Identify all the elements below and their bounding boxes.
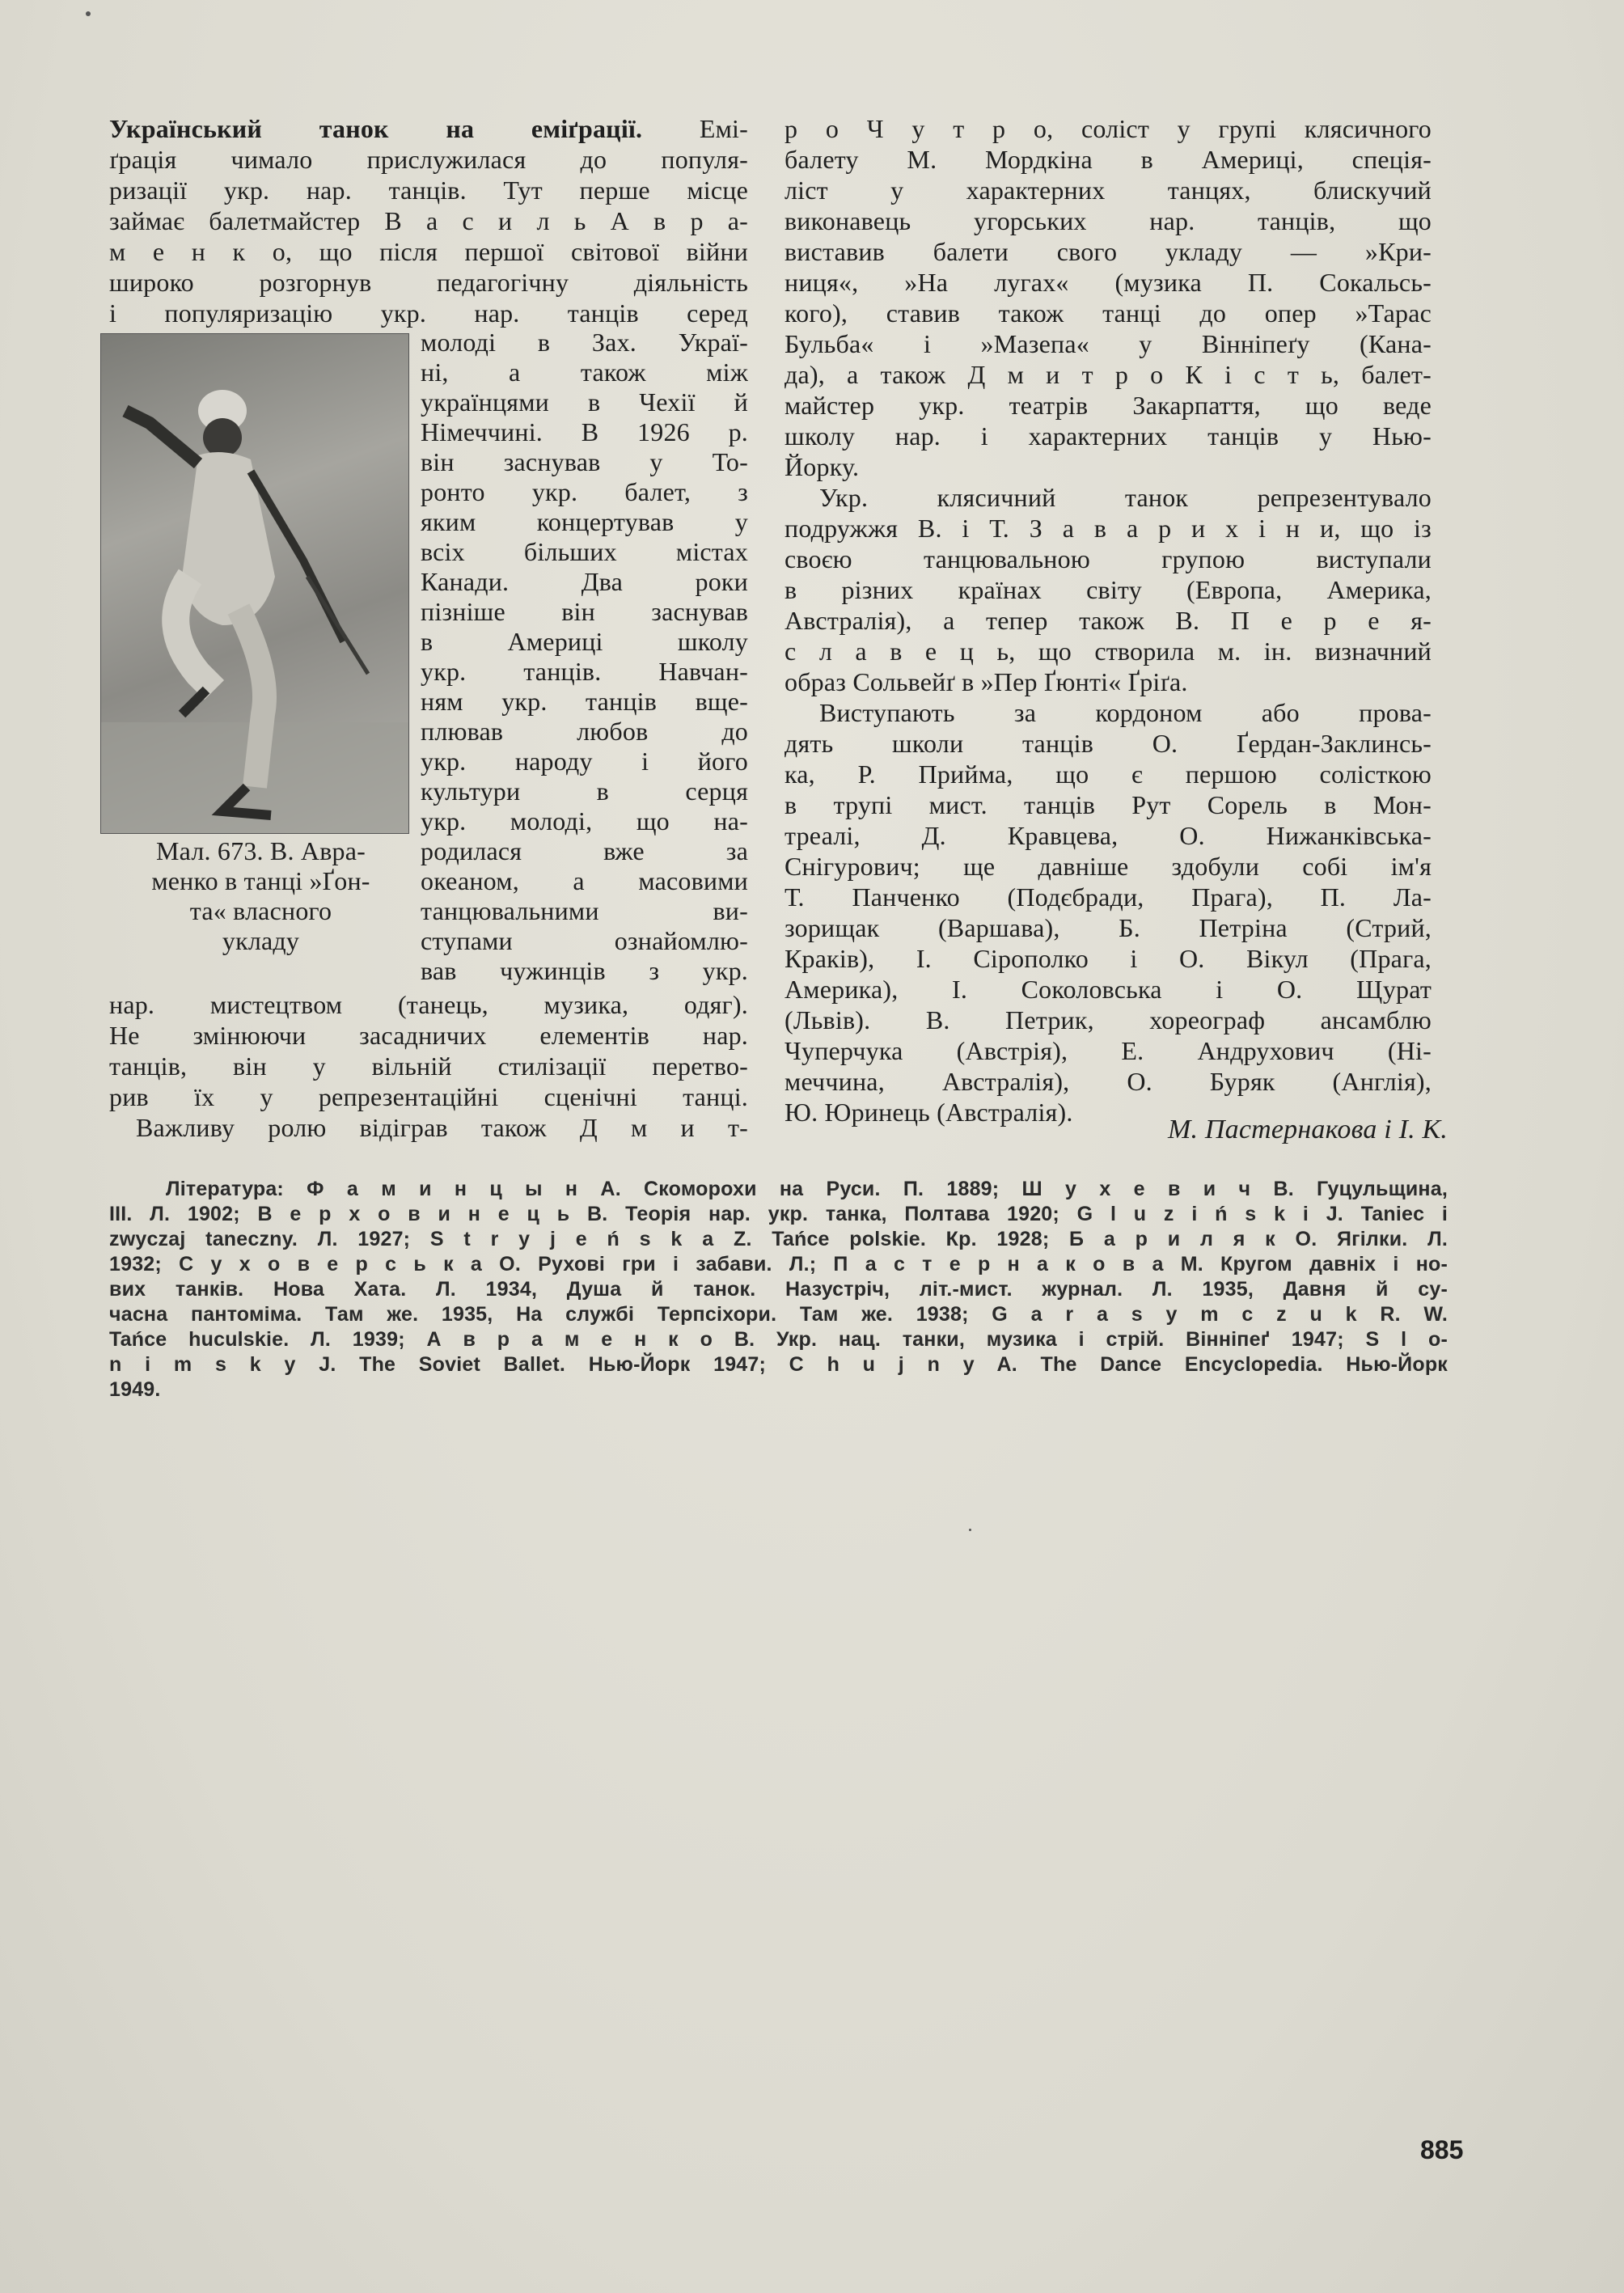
caption-line: укладу xyxy=(222,926,300,955)
text-line: укр. танців. Навчан- xyxy=(421,657,748,686)
heading-tail: Емі- xyxy=(642,114,748,143)
text-line: танців, він у вільній стилізації перетво- xyxy=(109,1051,748,1081)
text-line: своєю танцювальною групою виступали xyxy=(785,544,1432,573)
text-line: кого), ставив також танці до опер »Тарас xyxy=(785,298,1432,328)
text-line: ниця«, »На лугах« (музика П. Сокальсь- xyxy=(785,268,1432,297)
text-line: подружжя В. і Т. З а в а р и х і н и, що із xyxy=(785,514,1432,543)
text-line: Укр. клясичний танок репрезентувало xyxy=(819,483,1432,512)
text-line: Америка), І. Соколовська і О. Щурат xyxy=(785,975,1432,1004)
dancer-figure-image xyxy=(101,334,408,833)
literature-line: Tańce huculskie. Л. 1939; А в р а м е н к о В. Укр. нац. танки, музика і стрій. Вінніпеґ 1947; S l o- xyxy=(109,1328,1448,1351)
text-line: ґрація чимало прислужилася до популя- xyxy=(109,145,748,174)
text-line: в Америці школу xyxy=(421,627,748,656)
text-line: і популяризацію укр. нар. танців серед xyxy=(109,298,748,328)
text-line: Канади. Два роки xyxy=(421,567,748,596)
caption-line: та« власного xyxy=(189,896,332,925)
text-line: Австралія), а тепер також В. П е р е я- xyxy=(785,606,1432,635)
text-line: (Львів). В. Петрик, хореограф ансамблю xyxy=(785,1005,1432,1034)
text-line: Бульба« і »Мазепа« у Вінніпеґу (Кана- xyxy=(785,329,1432,358)
text-line: балету М. Мордкіна в Америці, спеція- xyxy=(785,145,1432,174)
literature-line: n i m s k y J. The Soviet Ballet. Нью-Йорк 1947; C h u j n y A. The Dance Encyclopedia. Нью-Йорк xyxy=(109,1353,1448,1376)
literature-line: Література: Ф а м и н ц ы н А. Скоморохи на Руси. П. 1889; Ш у х е в и ч В. Гуцульщина, xyxy=(166,1178,1448,1200)
text-line: в різних країнах світу (Европа, Америка, xyxy=(785,575,1432,604)
text-line: р о Ч у т р о, соліст у групі клясичного xyxy=(785,114,1432,143)
author-signature: М. Пастернакова і І. К. xyxy=(1167,1115,1448,1144)
text-line: яким концертував у xyxy=(421,507,748,536)
text-line: зорищак (Варшава), Б. Петріна (Стрий, xyxy=(785,913,1432,942)
text-line: виконавець угорських нар. танців, що xyxy=(785,206,1432,235)
text-line: треалі, Д. Кравцева, О. Нижанківська- xyxy=(785,821,1432,850)
text-line: пізніше він заснував xyxy=(421,597,748,626)
text-line: образ Сольвейґ в »Пер Ґюнті« Ґріґа. xyxy=(785,667,1188,696)
caption-line: менко в танці »Ґон- xyxy=(151,866,370,895)
text-line: океаном, а масовими xyxy=(421,866,748,895)
text-line: Німеччині. В 1926 р. xyxy=(421,417,748,446)
text-line: майстер укр. театрів Закарпаття, що веде xyxy=(785,391,1432,420)
text-line: ризації укр. нар. танців. Тут перше місце xyxy=(109,176,748,205)
literature-line: zwyczaj taneczny. Л. 1927; S t r y j e ń s k a Z. Tańce polskie. Кр. 1928; Б а р и л я к О. Ягілки. Л. xyxy=(109,1228,1448,1250)
text-line: вав чужинців з укр. xyxy=(421,956,748,985)
literature-line: вих танків. Нова Хата. Л. 1934, Душа й танок. Назустріч, літ.-мист. журнал. Л. 1935, Давня й су- xyxy=(109,1278,1448,1301)
text-line: меччина, Австралія), О. Буряк (Англія), xyxy=(785,1067,1432,1096)
text-line: широко розгорнув педагогічну діяльність xyxy=(109,268,748,297)
text-line: нар. мистецтвом (танець, музика, одяг). xyxy=(109,990,748,1019)
text-line: Т. Панченко (Подєбради, Прага), П. Ла- xyxy=(785,882,1432,912)
text-line: укр. народу і його xyxy=(421,747,748,776)
literature-line: 1949. xyxy=(109,1378,161,1401)
caption-line: Мал. 673. В. Авра- xyxy=(156,836,366,865)
literature-line: 1932; С у х о в е р с ь к а О. Рухові гри і забави. Л.; П а с т е р н а к о в а М. Кругом давніх і но- xyxy=(109,1253,1448,1276)
text-line: українцями в Чехії й xyxy=(421,387,748,417)
text-line: культури в серця xyxy=(421,776,748,806)
text-line: Не змінюючи засадничих елементів нар. xyxy=(109,1021,748,1050)
dancer-photo xyxy=(100,333,409,834)
page-number: 885 xyxy=(1420,2135,1464,2164)
text-line: Важливу ролю відіграв також Д м и т- xyxy=(136,1113,748,1142)
text-line: Ю. Юринець (Австралія). xyxy=(785,1098,1073,1127)
text-line: ням укр. танців вще- xyxy=(421,687,748,716)
text-line: плював любов до xyxy=(421,717,748,746)
article-first-line xyxy=(109,113,748,144)
text-line: ні, а також між xyxy=(421,357,748,387)
text-line: всіх більших містах xyxy=(421,537,748,566)
text-line: ліст у характерних танцях, блискучий xyxy=(785,176,1432,205)
literature-line: часна пантоміма. Там же. 1935, На службі Терпсіхори. Там же. 1938; G a r a s y m c z u k R. W. xyxy=(109,1303,1448,1326)
text-line: молоді в Зах. Украї- xyxy=(421,328,748,357)
text-line: м е н к о, що після першої світової війни xyxy=(109,237,748,266)
text-line: виставив балети свого укладу — »Кри- xyxy=(785,237,1432,266)
text-line: рив їх у репрезентаційні сценічні танці. xyxy=(109,1082,748,1111)
text-line: Виступають за кордоном або прова- xyxy=(819,698,1432,727)
print-speck xyxy=(969,1529,971,1531)
article-heading: Український танок на еміґрації. xyxy=(109,114,643,143)
text-line: займає балетмайстер В а с и л ь А в р а- xyxy=(109,206,748,235)
text-line: ронто укр. балет, з xyxy=(421,477,748,506)
text-line: Чуперчука (Австрія), Е. Андрухович (Ні- xyxy=(785,1036,1432,1065)
text-line: с л а в е ц ь, що створила м. ін. визначний xyxy=(785,637,1432,666)
text-line: родилася вже за xyxy=(421,836,748,865)
text-line: школу нар. і характерних танців у Нью- xyxy=(785,421,1432,451)
print-speck xyxy=(86,11,91,16)
text-line: дять школи танців О. Ґердан-Заклинсь- xyxy=(785,729,1432,758)
text-line: Снігурович; ще давніше здобули собі ім'я xyxy=(785,852,1432,881)
text-line: танцювальними ви- xyxy=(421,896,748,925)
text-line: Краків), І. Сірополко і О. Вікул (Прага, xyxy=(785,944,1432,973)
text-line: укр. молоді, що на- xyxy=(421,806,748,836)
text-line: він заснував у То- xyxy=(421,447,748,476)
text-line: ка, Р. Прийма, що є першою солісткою xyxy=(785,759,1432,789)
text-line: Йорку. xyxy=(785,452,860,481)
text-line: в трупі мист. танців Рут Сорель в Мон- xyxy=(785,790,1432,819)
text-line: ступами ознайомлю- xyxy=(421,926,748,955)
literature-line: III. Л. 1902; В е р х о в и н е ц ь В. Теорія нар. укр. танка, Полтава 1920; G l u z i ń s k i J. Taniec i xyxy=(109,1203,1448,1225)
text-line: да), а також Д м и т р о К і с т ь, балет- xyxy=(785,360,1432,389)
